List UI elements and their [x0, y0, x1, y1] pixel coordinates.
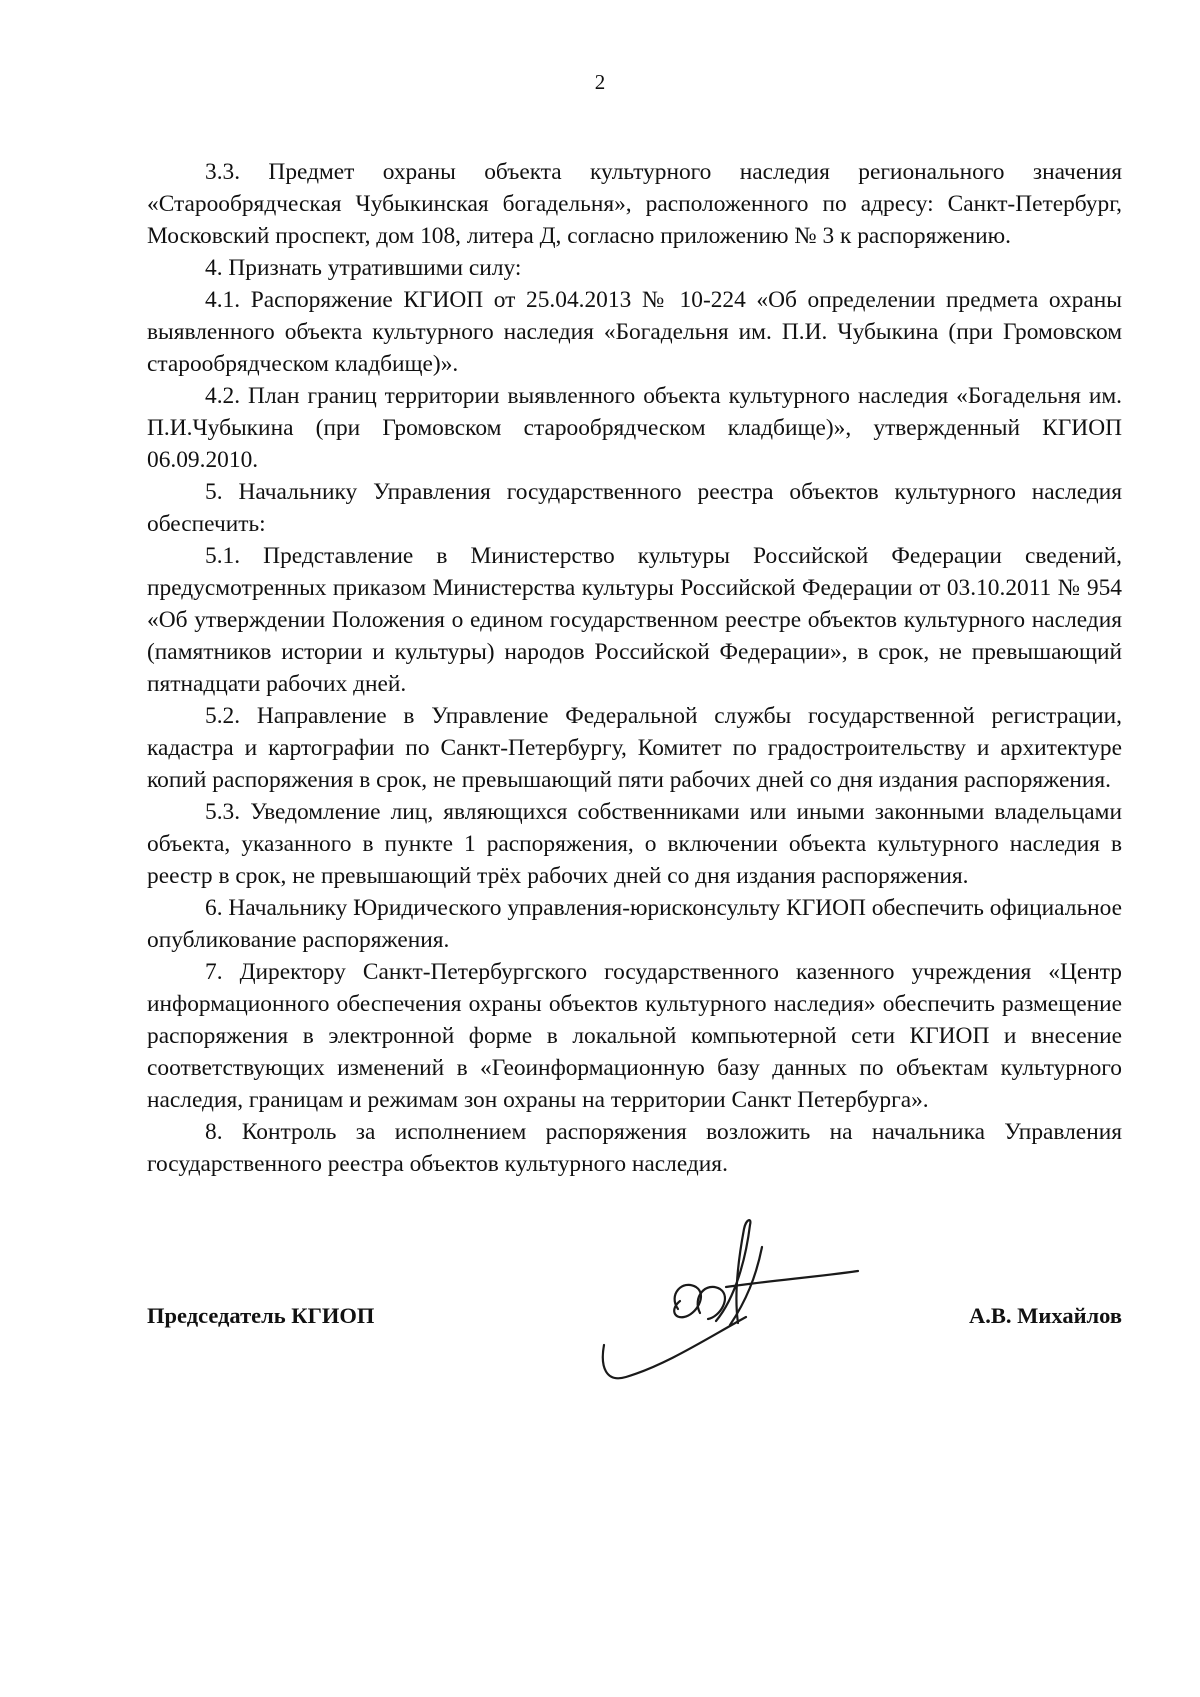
paragraph-5-3: 5.3. Уведомление лиц, являющихся собственниками или иными законными владельцами объекта, указанного в пункте 1 распоряжения, о включении объекта культурного наследия в реестр в срок, не превышающий трёх рабочих дней со дня издания распоряжения. — [147, 799, 1122, 889]
page-number: 2 — [594, 70, 606, 94]
signatory-title: Председатель КГИОП — [147, 1303, 375, 1328]
paragraph-4-2: 4.2. План границ территории выявленного объекта культурного наследия «Богадельня им. П.И.Чубыкина (при Громовском старообрядческом кладбище)», утвержденный КГИОП 06.09.2010. — [147, 383, 1122, 473]
paragraph-4: 4. Признать утратившими силу: — [205, 255, 522, 281]
signatory-name: А.В. Михайлов — [969, 1303, 1122, 1328]
paragraph-3-3: 3.3. Предмет охраны объекта культурного наследия регионального значения «Старообрядческая Чубыкинская богадельня», расположенного по адресу: Санкт-Петербург, Московский проспект, дом 108, литера Д, согласно приложению № 3 к распоряжению. — [147, 159, 1122, 249]
paragraph-4-1: 4.1. Распоряжение КГИОП от 25.04.2013 № 10-224 «Об определении предмета охраны выявленного объекта культурного наследия «Богадельня им. П.И. Чубыкина (при Громовском старообрядческом кладбище)». — [147, 287, 1122, 377]
paragraph-5-2: 5.2. Направление в Управление Федеральной службы государственной регистрации, кадастра и картографии по Санкт-Петербургу, Комитет по градостроительству и архитектуре копий распоряжения в срок, не превышающий пяти рабочих дней со дня издания распоряжения. — [147, 703, 1122, 793]
signature-block — [147, 1303, 1122, 1343]
paragraph-6: 6. Начальнику Юридического управления-юрисконсульту КГИОП обеспечить официальное опубликование распоряжения. — [147, 895, 1122, 953]
paragraph-7: 7. Директору Санкт-Петербургского государственного казенного учреждения «Центр информационного обеспечения охраны объектов культурного наследия» обеспечить размещение распоряжения в электронной форме в локальной компьютерной сети КГИОП и внесение соответствующих изменений в «Геоинформационную базу данных по объектам культурного наследия, границам и режимам зон охраны на территории Санкт Петербурга». — [147, 959, 1122, 1113]
paragraph-8: 8. Контроль за исполнением распоряжения возложить на начальника Управления государственного реестра объектов культурного наследия. — [147, 1119, 1122, 1177]
document-body — [147, 156, 1122, 1180]
paragraph-5-1: 5.1. Представление в Министерство культуры Российской Федерации сведений, предусмотренных приказом Министерства культуры Российской Федерации от 03.10.2011 № 954 «Об утверждении Положения о едином государственном реестре объектов культурного наследия (памятников истории и культуры) народов Российской Федерации», в срок, не превышающий пятнадцати рабочих дней. — [147, 543, 1122, 697]
paragraph-5: 5. Начальнику Управления государственного реестра объектов культурного наследия обеспечить: — [147, 479, 1122, 537]
